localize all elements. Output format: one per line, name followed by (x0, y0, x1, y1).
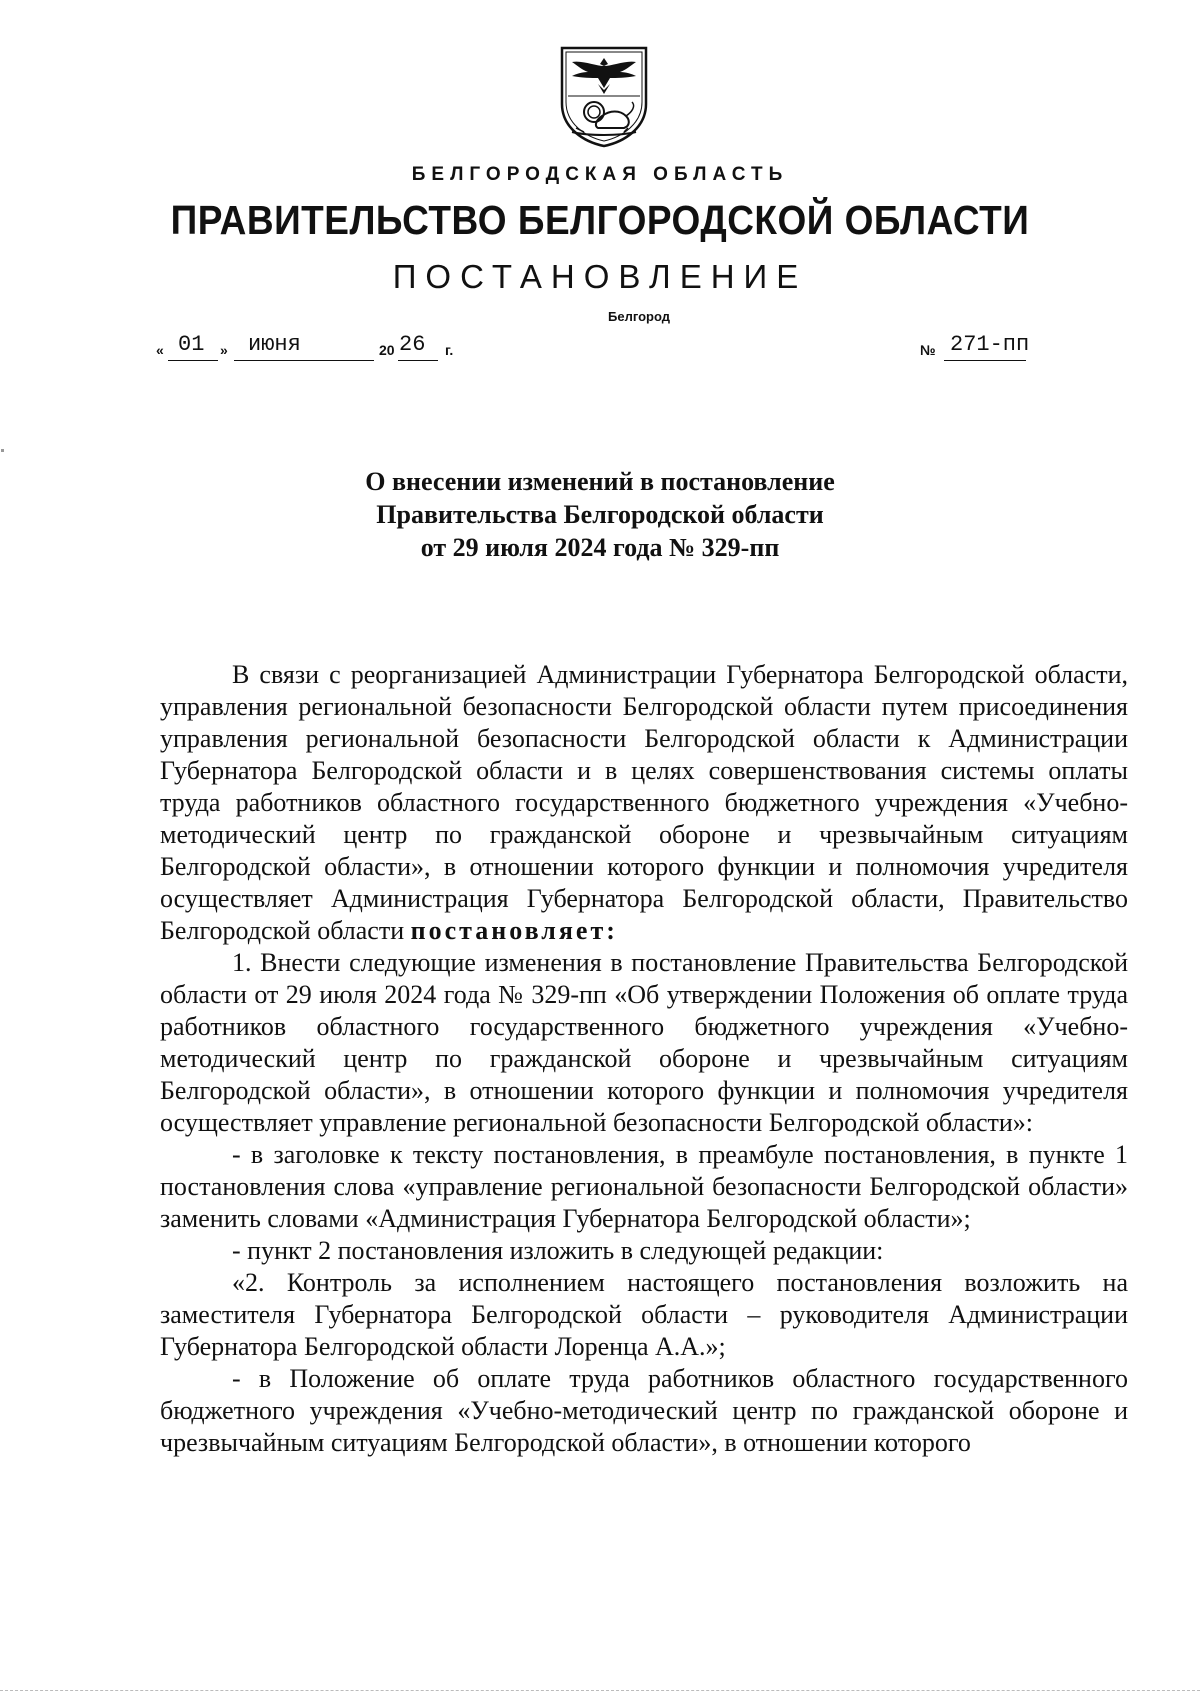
date-open-quote: « (156, 342, 164, 358)
title-line-1: О внесении изменений в постановление (365, 467, 835, 496)
year-underline (398, 360, 438, 361)
preamble-text: В связи с реорганизацией Администрации Губернатора Белгородской области, управления региональной безопасности Белгородской области путем присоединения управления региональной безопасности Белгородской области к Администрации Губернатора Белгородской области и в целях совершенствования системы оплаты труда работников областного государственного бюджетного учреждения «Учебно-методический центр по гражданской обороне и чрезвычайным ситуациям Белгородской области», в отношении которого функции и полномочия учредителя осуществляет Администрация Губернатора Белгородской области, Правительство Белгородской области (160, 660, 1128, 945)
date-day: 01 (178, 332, 205, 357)
title-line-2: Правительства Белгородской области (376, 500, 824, 529)
title-line-3: от 29 июля 2024 года № 329-пп (420, 533, 780, 562)
date-month: июня (248, 332, 301, 357)
clause-1-item-point2: - пункт 2 постановления изложить в следующей редакции: (232, 1236, 884, 1265)
date-year-prefix: 20 (379, 342, 395, 358)
bottom-scan-line (0, 1690, 1200, 1691)
government-name: ПРАВИТЕЛЬСТВО БЕЛГОРОДСКОЙ ОБЛАСТИ (170, 197, 1030, 243)
date-year-suffix: 26 (399, 332, 426, 357)
region-name: БЕЛГОРОДСКАЯ ОБЛАСТЬ (411, 164, 789, 185)
date-number-line (0, 334, 1200, 374)
clause-1-item-point2-text: «2. Контроль за исполнением настоящего постановления возложить на заместителя Губернатора Белгородской области – руководителя Администрации Губернатора Белгородской области Лоренца А.А.»; (160, 1268, 1128, 1361)
day-underline (168, 360, 218, 361)
date-year-mark: г. (445, 342, 454, 358)
city-name: Белгород (608, 309, 670, 324)
preamble-paragraph (160, 659, 1128, 947)
document-type: ПОСТАНОВЛЕНИЕ (392, 258, 808, 295)
resolves-word: постановляет: (410, 916, 618, 945)
document-title (0, 465, 1200, 564)
number-label: № (920, 342, 936, 358)
date-close-quote: » (220, 342, 228, 358)
coat-of-arms-icon (558, 44, 650, 148)
clause-1-item-title: - в заголовке к тексту постановления, в преамбуле постановления, в пункте 1 постановления слова «управление региональной безопасности Белгородской области» заменить словами «Администрация Губернатора Белгородской области»; (160, 1140, 1128, 1233)
scan-mark (1, 449, 4, 452)
document-number: 271-пп (950, 332, 1030, 357)
month-underline (234, 360, 374, 361)
document-body (160, 659, 1128, 1459)
clause-1-paragraph: 1. Внести следующие изменения в постановление Правительства Белгородской области от 29 июля 2024 года № 329-пп «Об утверждении Положения об оплате труда работников областного государственного бюджетного учреждения «Учебно-методический центр по гражданской обороне и чрезвычайным ситуациям Белгородской области», в отношении которого функции и полномочия учредителя осуществляет управление региональной безопасности Белгородской области»: (160, 948, 1128, 1137)
number-underline (944, 360, 1026, 361)
clause-1-item-regulation: - в Положение об оплате труда работников областного государственного бюджетного учреждения «Учебно-методический центр по гражданской обороне и чрезвычайным ситуациям Белгородской области», в отношении которого (160, 1364, 1128, 1457)
